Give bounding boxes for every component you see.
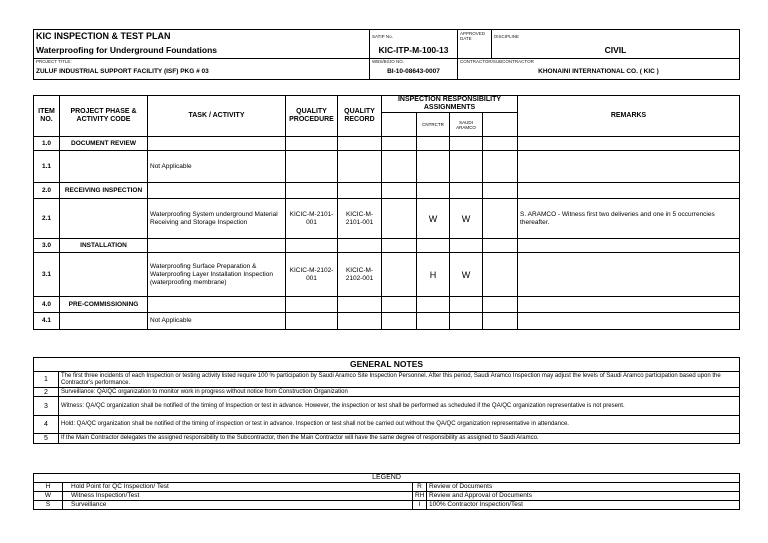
- remarks-cell: [518, 183, 740, 199]
- cntrctr-cell: [417, 239, 450, 253]
- cntrctr-cell: [417, 183, 450, 199]
- note-row: [34, 388, 740, 397]
- aramco-cell: [450, 239, 483, 253]
- procedure-cell: [286, 297, 338, 313]
- col-item-no: ITEM NO.: [34, 96, 60, 137]
- empty-cell: [483, 313, 518, 330]
- satip-label: SATIP No.: [372, 33, 393, 39]
- item-no: 1.0: [34, 137, 60, 151]
- item-no: 2.0: [34, 183, 60, 199]
- note-text: The first three incidents of each Inspection or testing activity listed require 100 % participation by Saudi Aramco Site Inspection Personnel. After this period, Saudi Aramco Inspection may adjust the levels of Saudi Aramco participation based upon the Contractor's performance.: [59, 372, 740, 388]
- cntrctr-cell: [417, 297, 450, 313]
- col-remarks: REMARKS: [518, 96, 740, 137]
- satip-number: KIC-ITP-M-100-13: [378, 45, 449, 56]
- aramco-cell: [450, 137, 483, 151]
- task-cell: Not Applicable: [148, 151, 286, 183]
- doc-title: KIC INSPECTION & TEST PLAN: [36, 31, 171, 42]
- procedure-cell: [286, 313, 338, 330]
- col-record: QUALITY RECORD: [338, 96, 382, 137]
- aramco-cell: W: [450, 199, 483, 239]
- legend-desc: Review of Documents: [427, 483, 740, 492]
- legend-code: H: [34, 483, 63, 492]
- item-no: 4.1: [34, 313, 60, 330]
- record-cell: [338, 183, 382, 199]
- remarks-cell: [518, 253, 740, 297]
- empty-cell: [382, 151, 417, 183]
- note-number: 4: [34, 416, 59, 434]
- note-row: [34, 434, 740, 444]
- cntrctr-cell: W: [417, 199, 450, 239]
- note-number: 2: [34, 388, 59, 397]
- item-no: 1.1: [34, 151, 60, 183]
- project-title-label: PROJECT TITLE:: [36, 59, 72, 65]
- legend-code: R: [413, 483, 427, 492]
- col-procedure: QUALITY PROCEDURE: [286, 96, 338, 137]
- legend-code: RH: [413, 492, 427, 501]
- item-no: 3.0: [34, 239, 60, 253]
- empty-cell: [483, 183, 518, 199]
- aramco-cell: W: [450, 253, 483, 297]
- remarks-cell: S. ARAMCO - Witness first two deliveries and one in 5 occurrencies thereafter.: [518, 199, 740, 239]
- legend-row: [34, 492, 740, 501]
- record-cell: KICIC-M-2102-001: [338, 253, 382, 297]
- cntrctr-cell: [417, 137, 450, 151]
- header-block: [33, 29, 740, 80]
- legend-title: LEGEND: [34, 474, 740, 483]
- phase-cell: [60, 151, 148, 183]
- phase-cell: [60, 199, 148, 239]
- legend-code: I: [413, 501, 427, 510]
- empty-cell: [382, 183, 417, 199]
- item-no: 3.1: [34, 253, 60, 297]
- contractor-label: CONTRACTOR/SUBCONTRACTOR: [460, 59, 534, 65]
- legend-desc: Review and Approval of Documents: [427, 492, 740, 501]
- empty-cell: [382, 137, 417, 151]
- item-no: 2.1: [34, 199, 60, 239]
- phase-cell: PRE-COMMISSIONING: [60, 297, 148, 313]
- remarks-cell: [518, 313, 740, 330]
- record-cell: [338, 297, 382, 313]
- record-cell: [338, 239, 382, 253]
- task-cell: Waterproofing Surface Preparation & Waterproofing Layer Installation Inspection (waterproofing membrane): [148, 253, 286, 297]
- record-cell: KICIC-M-2101-001: [338, 199, 382, 239]
- phase-cell: [60, 313, 148, 330]
- table-row: [34, 313, 740, 330]
- task-cell: Waterproofing System underground Material Receiving and Storage Inspection: [148, 199, 286, 239]
- empty-cell: [483, 239, 518, 253]
- procedure-cell: [286, 137, 338, 151]
- legend-code: S: [34, 501, 63, 510]
- aramco-cell: [450, 151, 483, 183]
- project-title: ZULUF INDUSTRIAL SUPPORT FACILITY (ISF) PKG # 03: [36, 68, 209, 76]
- legend-desc: Hold Point for QC Inspection/ Test: [63, 483, 413, 492]
- remarks-cell: [518, 151, 740, 183]
- notes-title: GENERAL NOTES: [34, 358, 740, 372]
- legend-code: W: [34, 492, 63, 501]
- note-text: If the Main Contractor delegates the assigned responsibility to the Subcontractor, then the Main Contractor will have the same degree of responsibility as assigned to Saudi Aramco.: [59, 434, 740, 444]
- approved-label: APPROVED DATE: [460, 31, 486, 42]
- task-cell: [148, 297, 286, 313]
- col-cntrctr: CNTRCTR: [417, 113, 450, 137]
- phase-cell: INSTALLATION: [60, 239, 148, 253]
- wbs-label: WBS/BI/JO NO.: [372, 59, 405, 65]
- table-row: [34, 137, 740, 151]
- legend-desc: 100% Contractor Inspection/Test: [427, 501, 740, 510]
- legend-row: [34, 501, 740, 510]
- empty-cell: [382, 297, 417, 313]
- record-cell: [338, 313, 382, 330]
- table-row: [34, 253, 740, 297]
- aramco-cell: [450, 313, 483, 330]
- note-number: 1: [34, 372, 59, 388]
- task-cell: [148, 239, 286, 253]
- empty-cell: [382, 253, 417, 297]
- note-number: 3: [34, 397, 59, 416]
- empty-cell: [483, 253, 518, 297]
- note-text: Witness: QA/QC organization shall be notified of the timing of Inspection or test in advance. However, the inspection or test shall be performed as scheduled if the QA/QC organization representative is not present.: [59, 397, 740, 416]
- empty-cell: [382, 313, 417, 330]
- subject-title: Waterproofing for Underground Foundations: [36, 45, 217, 56]
- table-row: [34, 183, 740, 199]
- cntrctr-cell: [417, 313, 450, 330]
- phase-cell: RECEIVING INSPECTION: [60, 183, 148, 199]
- empty-cell: [483, 151, 518, 183]
- note-text: Hold: QA/QC organization shall be notified of the timing of inspection or test in advance. Inspection or test shall not be carried out without the QA/QC organization representative in attendance.: [59, 416, 740, 434]
- itp-table: [33, 95, 740, 330]
- record-cell: [338, 137, 382, 151]
- note-row: [34, 416, 740, 434]
- remarks-cell: [518, 297, 740, 313]
- col-phase: PROJECT PHASE & ACTIVITY CODE: [60, 96, 148, 137]
- empty-cell: [483, 137, 518, 151]
- note-number: 5: [34, 434, 59, 444]
- wbs-number: BI-10-08643-0007: [387, 68, 440, 76]
- procedure-cell: KICIC-M-2102-001: [286, 253, 338, 297]
- discipline-label: DISCIPLINE: [494, 33, 520, 39]
- procedure-cell: [286, 183, 338, 199]
- note-text: Surveillance: QA/QC organization to monitor work in progress without notice from Construction Organization: [59, 388, 740, 397]
- doc-title-cell: [34, 30, 370, 43]
- phase-cell: DOCUMENT REVIEW: [60, 137, 148, 151]
- procedure-cell: [286, 239, 338, 253]
- col-aramco: SAUDI ARAMCO: [450, 113, 483, 137]
- legend-desc: Surveillance: [63, 501, 413, 510]
- col-task: TASK / ACTIVITY: [148, 96, 286, 137]
- task-cell: Not Applicable: [148, 313, 286, 330]
- discipline-value: CIVIL: [604, 45, 627, 56]
- procedure-cell: [286, 151, 338, 183]
- cntrctr-cell: H: [417, 253, 450, 297]
- contractor-name: KHONAINI INTERNATIONAL CO. ( KIC ): [538, 68, 659, 76]
- empty-cell: [382, 199, 417, 239]
- empty-cell: [382, 239, 417, 253]
- procedure-cell: KICIC-M-2101-001: [286, 199, 338, 239]
- empty-cell: [483, 199, 518, 239]
- table-row: [34, 151, 740, 183]
- phase-cell: [60, 253, 148, 297]
- table-row: [34, 199, 740, 239]
- aramco-cell: [450, 183, 483, 199]
- general-notes: [33, 357, 740, 444]
- remarks-cell: [518, 239, 740, 253]
- table-row: [34, 239, 740, 253]
- legend: [33, 473, 740, 510]
- legend-row: [34, 483, 740, 492]
- task-cell: [148, 137, 286, 151]
- empty-cell: [483, 297, 518, 313]
- legend-desc: Witness Inspection/Test: [63, 492, 413, 501]
- note-row: [34, 397, 740, 416]
- remarks-cell: [518, 137, 740, 151]
- task-cell: [148, 183, 286, 199]
- table-row: [34, 297, 740, 313]
- aramco-cell: [450, 297, 483, 313]
- cntrctr-cell: [417, 151, 450, 183]
- record-cell: [338, 151, 382, 183]
- note-row: [34, 372, 740, 388]
- col-responsibility: INSPECTION RESPONSIBILITY ASSIGNMENTS: [382, 96, 518, 113]
- item-no: 4.0: [34, 297, 60, 313]
